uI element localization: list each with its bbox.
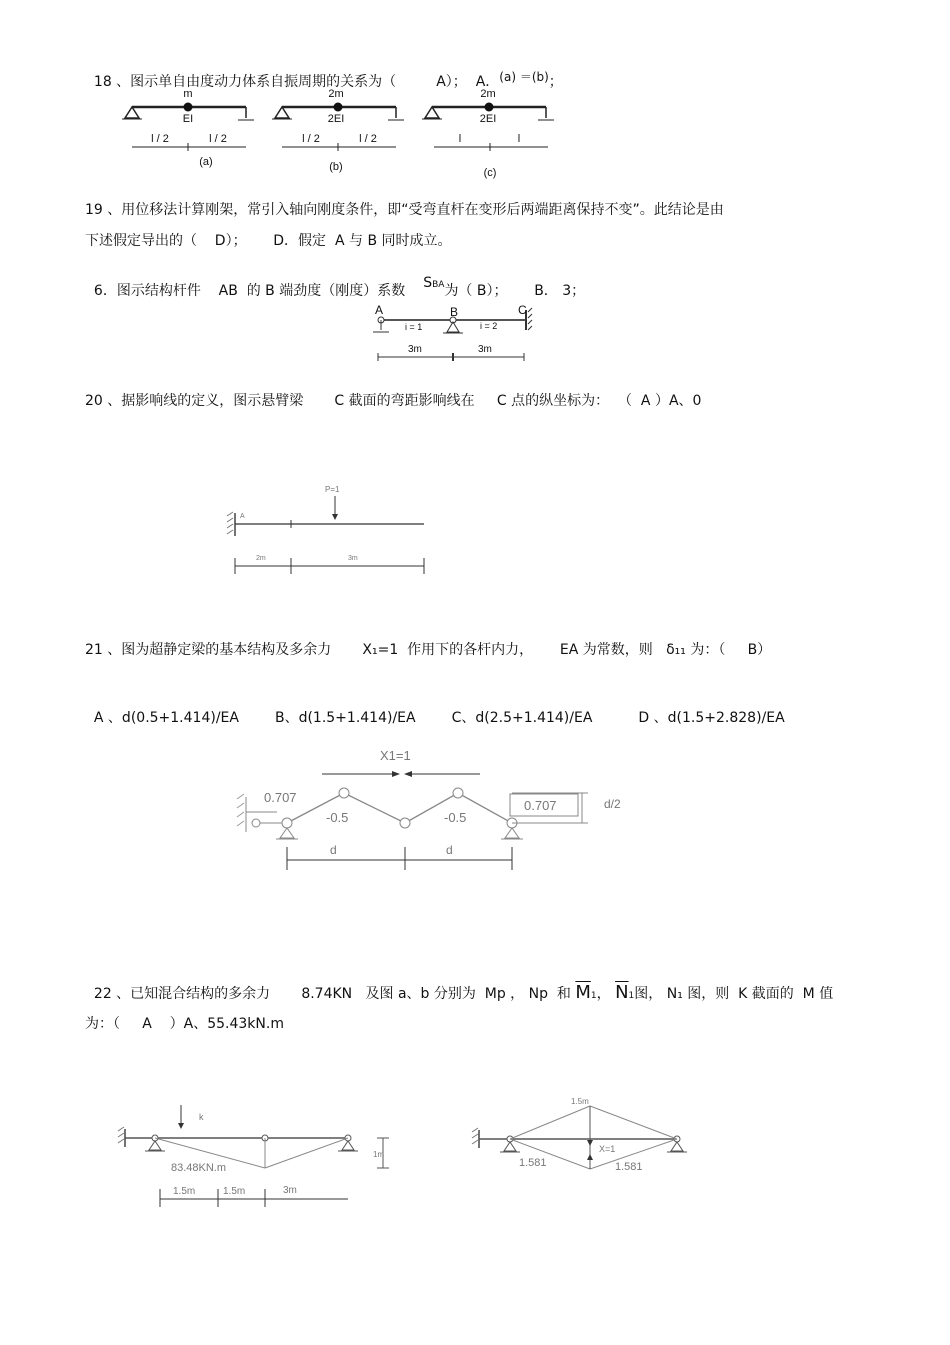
q6-sub: BA <box>432 280 445 290</box>
q6-label-c: C <box>518 303 527 317</box>
q18-beam-a <box>122 88 254 168</box>
q18-c-tag: (c) <box>483 167 497 179</box>
q22a-len1: 1.5m <box>173 1186 196 1197</box>
q22-text1: 22 、已知混合结构的多余力 8.74KN 及图 a、b 分别为 Mp ， Np 和 <box>93 986 571 1002</box>
q18-beam-c <box>422 88 554 179</box>
q22-sep: ， <box>596 986 611 1002</box>
q21-text: 21 、图为超静定梁的基本结构及多余力 X₁=1 作用下的各杆内力， EA 为常数，则 δ₁₁ 为：（ B） <box>85 642 772 658</box>
q18-a-span2: l / 2 <box>209 133 227 145</box>
q18-a-tag: (a) <box>199 156 213 168</box>
q21-option-b: B、d(1.5+1.414)/EA <box>274 710 416 726</box>
q20-load: P=1 <box>325 485 340 494</box>
q21-x1: X1=1 <box>380 748 411 763</box>
q6-symbol <box>423 275 444 291</box>
q21-option-a: A 、d(0.5+1.414)/EA <box>93 710 239 726</box>
q21-v4: 0.707 <box>524 798 557 813</box>
q21-v2: -0.5 <box>326 810 349 825</box>
q22b-top: 1.5m <box>571 1097 589 1106</box>
q21-h: d/2 <box>604 797 621 811</box>
q20-len2: 3m <box>348 555 358 562</box>
q18-b-tag: (b) <box>329 161 343 173</box>
q6-figure <box>368 300 543 370</box>
q21-d2: d <box>446 843 453 857</box>
q22-n-sub: 1 <box>628 991 635 1001</box>
q22a-moment: 83.48KN.m <box>171 1162 227 1174</box>
q22b-x1: X=1 <box>599 1144 616 1154</box>
q6-text2: 为（ B）； B． 3； <box>444 283 586 299</box>
q18-b-mass: 2m <box>328 88 344 100</box>
q18-figure <box>118 85 568 180</box>
q22-m-sub: 1 <box>590 991 597 1001</box>
q6-i1: i = 1 <box>405 322 423 332</box>
q21-figure <box>232 742 662 877</box>
q22a-k: k <box>199 1112 204 1122</box>
q22-m-bar: $\overline{M}$ <box>575 982 591 1003</box>
q19-line1: 19 、用位移法计算刚架，常引入轴向刚度条件，即“受弯直杆在变形后两端距离保持不变”。此结论是由 <box>85 202 724 218</box>
q21-v1: 0.707 <box>264 790 297 805</box>
q22-figure-b <box>465 1092 695 1187</box>
q18-b-span1: l / 2 <box>302 133 320 145</box>
q22-figure-a <box>115 1095 410 1215</box>
q18-b-ei: 2EI <box>327 113 345 125</box>
q6-text1: 6．图示结构杆件 AB 的 B 端劲度（刚度）系数 <box>93 283 406 299</box>
q18-c-mass: 2m <box>480 88 496 100</box>
q21-option-d: D 、d(1.5+2.828)/EA <box>638 710 785 726</box>
q22a-len3: 3m <box>283 1185 297 1196</box>
q20-a: A <box>240 513 245 520</box>
q22b-n2: 1.581 <box>615 1161 643 1173</box>
q18-answer: (a) ＝(b) <box>499 70 549 84</box>
q19-line2: 下述假定导出的（ D）； D．假定 A 与 B 同时成立。 <box>85 233 452 249</box>
q6-text <box>85 264 585 302</box>
q18-a-mass: m <box>183 88 193 100</box>
q6-label-b: B <box>450 305 459 319</box>
q18-a-span1: l / 2 <box>151 133 169 145</box>
q21-d1: d <box>330 843 337 857</box>
q18-question: 18 、图示单自由度动力体系自振周期的关系为（ A）； A． <box>93 74 500 90</box>
q22-n-bar: $\overline{N}$ <box>615 982 629 1003</box>
q22-text2: 图， N₁ 图，则 K 截面的 M 值 <box>634 986 834 1002</box>
q18-a-ei: EI <box>182 113 194 125</box>
q20-figure <box>222 478 432 578</box>
q21-v3: -0.5 <box>444 810 467 825</box>
q22-text <box>85 966 833 1005</box>
q6-i2: i = 2 <box>480 321 498 331</box>
q18-c-span2: l <box>517 133 521 145</box>
q22a-len2: 1.5m <box>223 1186 246 1197</box>
q18-beam-b <box>272 88 404 173</box>
q22b-n1: 1.581 <box>519 1157 547 1169</box>
q6-len1: 3m <box>408 344 422 355</box>
q6-label-a: A <box>375 303 384 317</box>
q21-options <box>85 691 785 727</box>
q21-option-c: C、d(2.5+1.414)/EA <box>451 710 593 726</box>
q20-len1: 2m <box>256 555 266 562</box>
q6-sym: S <box>423 275 433 291</box>
q18-c-span1: l <box>458 133 462 145</box>
q18-b-span2: l / 2 <box>359 133 377 145</box>
q18-c-ei: 2EI <box>479 113 497 125</box>
q6-len2: 3m <box>478 344 492 355</box>
q20-text: 20 、据影响线的定义，图示悬臂梁 C 截面的弯距影响线在 C 点的纵坐标为： （ A ）A、0 <box>85 393 702 409</box>
q18-tail: ； <box>548 74 563 90</box>
q22a-height: 1m <box>373 1150 385 1159</box>
q22-line2: 为：（ A ）A、55.43kN.m <box>85 1016 284 1032</box>
